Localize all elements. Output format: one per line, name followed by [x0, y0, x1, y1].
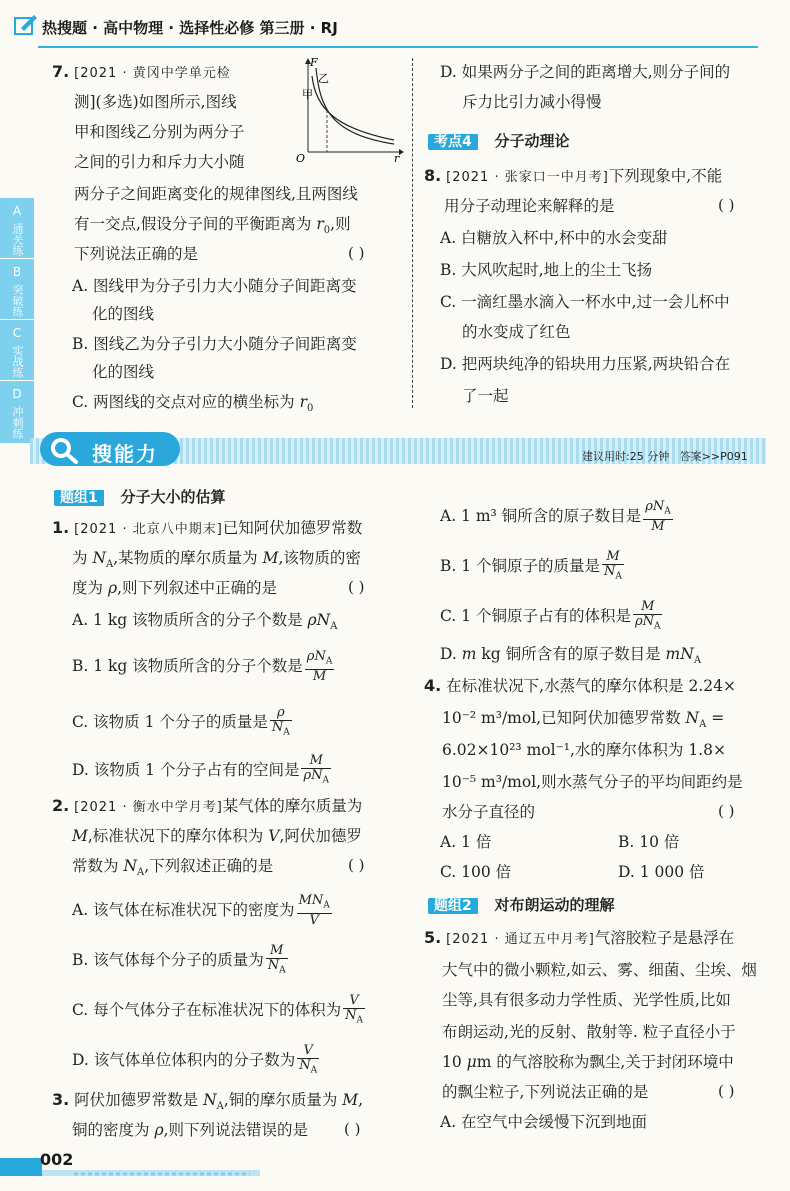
header — [0, 0, 790, 44]
q3-option-d[interactable]: D. m kg 铜所含有的原子数目是 $mN_A$ — [440, 645, 702, 667]
graph-label-o: O — [296, 152, 306, 162]
q7-option-b-cont: 化的图线 — [92, 363, 155, 381]
q8-option-a[interactable]: A. 白糖放入杯中,杯中的水会变甜 — [440, 229, 668, 247]
q4-line3: 6.02×10²³ mol⁻¹,水的摩尔体积为 1.8× — [442, 741, 726, 759]
force-distance-graph — [294, 58, 404, 162]
edit-icon — [14, 14, 38, 36]
q1-line2: 为 $N_A$,某物质的摩尔质量为 M,该物质的密 — [72, 549, 361, 571]
group-2-heading — [428, 894, 615, 915]
kaodian-label: 考点4 — [428, 134, 478, 150]
q2-option-b[interactable]: B. 该气体每个分子的质量为 $\frac{M}{N_A}$ — [72, 943, 286, 976]
q5-line1: 5. [2021 · 通辽五中月考]气溶胶粒子是悬浮在 — [424, 928, 735, 947]
q5-line5: 10 μm 的气溶胶称为飘尘,关于封闭环境中 — [442, 1053, 734, 1071]
q1-option-c[interactable]: C. 该物质 1 个分子的质量是 $\frac{\rho}{N_A}$ — [72, 705, 290, 738]
q1-line1: 1. [2021 · 北京八中期末]已知阿伏加德罗常数 — [52, 518, 363, 537]
search-icon — [46, 434, 82, 464]
q5-line3: 尘等,具有很多动力学性质、光学性质,比如 — [442, 991, 731, 1009]
q2-option-d[interactable]: D. 该气体单位体积内的分子数为 $\frac{V}{N_A}$ — [72, 1043, 318, 1076]
q2-option-a[interactable]: A. 该气体在标准状况下的密度为 $\frac{MN_A}{V}$ — [72, 893, 330, 928]
graph-label-f: F — [310, 58, 318, 69]
q7-line6: 有一交点,假设分子间的平衡距离为 $r_0$,则 — [74, 215, 351, 237]
section-kaodian-4 — [428, 130, 570, 151]
q8-option-c-cont: 的水变成了红色 — [462, 323, 571, 341]
q2-option-c[interactable]: C. 每个气体分子在标准状况下的体积为 $\frac{V}{N_A}$ — [72, 993, 364, 1026]
section-meta: 建议用时:25 分钟 答案>>P091 — [582, 450, 748, 463]
q5-line4: 布朗运动,光的反射、散射等. 粒子直径小于 — [442, 1023, 736, 1041]
q8-answer-blank[interactable]: ( ) — [718, 196, 735, 214]
header-divider — [38, 46, 758, 48]
q2-line3: 常数为 $N_A$,下列叙述正确的是 — [72, 857, 274, 879]
q4-option-b[interactable]: B. 10 倍 — [618, 833, 680, 851]
q7-option-a-cont: 化的图线 — [92, 305, 155, 323]
q2-answer-blank[interactable]: ( ) — [348, 856, 365, 874]
q3-option-b[interactable]: B. 1 个铜原子的质量是 $\frac{M}{N_A}$ — [440, 549, 622, 582]
q1-option-b[interactable]: B. 1 kg 该物质所含的分子个数是 $\frac{\rho N_A}{M}$ — [72, 649, 333, 684]
column-divider — [412, 58, 413, 408]
q7-option-d[interactable]: D. 如果两分子之间的距离增大,则分子间的 — [440, 63, 731, 81]
sidebar-item-c[interactable]: C 实战练 — [0, 320, 34, 381]
page-number: 002 — [40, 1150, 74, 1169]
q2-line1: 2. [2021 · 衡水中学月考]某气体的摩尔质量为 — [52, 796, 363, 815]
q8-line2: 用分子动理论来解释的是 — [444, 197, 615, 215]
sidebar-item-b[interactable]: B 突破练 — [0, 259, 34, 320]
q3-answer-blank[interactable]: ( ) — [344, 1120, 361, 1138]
q3-line1: 3. 阿伏加德罗常数是 $N_A$,铜的摩尔质量为 M, — [52, 1090, 364, 1113]
graph-label-jia: 甲 — [302, 88, 313, 101]
q7-line4: 之间的引力和斥力大小随 — [74, 153, 245, 171]
q3-option-a[interactable]: A. 1 m³ 铜所含的原子数目是 $\frac{\rho N_A}{M}$ — [440, 499, 671, 534]
q7-option-b[interactable]: B. 图线乙为分子引力大小随分子间距离变 — [72, 335, 357, 353]
q3-line2: 铜的密度为 ρ,则下列说法错误的是 — [72, 1121, 308, 1139]
group-label: 题组2 — [428, 898, 478, 914]
q8-option-c[interactable]: C. 一滴红墨水滴入一杯水中,过一会儿杯中 — [440, 293, 730, 311]
q7-answer-blank[interactable]: ( ) — [348, 244, 365, 262]
footer-stripes — [0, 1152, 260, 1180]
q2-line2: M,标准状况下的摩尔体积为 V,阿伏加德罗 — [72, 827, 362, 845]
graph-label-r: r — [394, 152, 400, 162]
q5-answer-blank[interactable]: ( ) — [718, 1082, 735, 1100]
group-label: 题组1 — [54, 490, 104, 506]
group-title: 分子大小的估算 — [120, 488, 226, 506]
q8-option-b[interactable]: B. 大风吹起时,地上的尘土飞扬 — [440, 261, 653, 279]
q4-answer-blank[interactable]: ( ) — [718, 802, 735, 820]
group-title: 对布朗运动的理解 — [494, 896, 615, 914]
header-title: 热搜题 · 高中物理 · 选择性必修 第三册 · RJ — [42, 19, 338, 37]
answer-link[interactable]: 答案>>P091 — [679, 450, 748, 463]
q7-line1: 7. [2021 · 黄冈中学单元检 — [52, 62, 231, 81]
q8-option-d-cont: 了一起 — [462, 387, 509, 405]
q4-line4: 10⁻⁵ m³/mol,则水蒸气分子的平均间距约是 — [442, 773, 743, 791]
q5-option-a[interactable]: A. 在空气中会缓慢下沉到地面 — [440, 1113, 648, 1131]
q7-line3: 甲和图线乙分别为两分子 — [74, 123, 245, 141]
q4-line2: 10⁻² m³/mol,已知阿伏加德罗常数 $N_A$ = — [442, 709, 725, 731]
q8-option-d[interactable]: D. 把两块纯净的铅块用力压紧,两块铅合在 — [440, 355, 731, 373]
q7-option-c[interactable]: C. 两图线的交点对应的横坐标为 $r_0$ — [72, 393, 314, 415]
q1-option-a[interactable]: A. 1 kg 该物质所含的分子个数是 $\rho N_A$ — [72, 611, 338, 633]
graph-label-yi: 乙 — [318, 72, 329, 85]
q4-option-d[interactable]: D. 1 000 倍 — [618, 863, 705, 881]
group-1-heading — [54, 486, 226, 507]
q1-option-d[interactable]: D. 该物质 1 个分子占有的空间是 $\frac{M}{\rho N_A}$ — [72, 753, 329, 786]
q4-option-a[interactable]: A. 1 倍 — [440, 833, 492, 851]
q7-option-a[interactable]: A. 图线甲为分子引力大小随分子间距离变 — [72, 277, 357, 295]
q5-line2: 大气中的微小颗粒,如云、雾、细菌、尘埃、烟 — [442, 961, 757, 979]
sidebar-item-d[interactable]: D 冲刺练 — [0, 381, 34, 444]
q4-option-c[interactable]: C. 100 倍 — [440, 863, 512, 881]
q5-line6: 的飘尘粒子,下列说法正确的是 — [442, 1083, 649, 1101]
q4-line1: 4. 在标准状况下,水蒸气的摩尔体积是 2.24× — [424, 676, 737, 695]
kaodian-title: 分子动理论 — [494, 132, 570, 150]
q1-answer-blank[interactable]: ( ) — [348, 578, 365, 596]
q7-line5: 两分子之间距离变化的规律图线,且两图线 — [74, 185, 358, 203]
q4-line5: 水分子直径的 — [442, 803, 536, 821]
q8-line1: 8. [2021 · 张家口一中月考]下列现象中,不能 — [424, 166, 723, 185]
q3-option-c[interactable]: C. 1 个铜原子占有的体积是 $\frac{M}{\rho N_A}$ — [440, 599, 661, 632]
q1-line3: 度为 ρ,则下列叙述中正确的是 — [72, 579, 277, 597]
q7-line2: 测](多选)如图所示,图线 — [74, 93, 237, 111]
sidebar-item-a[interactable]: A 通关练 — [0, 198, 34, 259]
q7-option-d-cont: 斥力比引力减小得慢 — [462, 93, 602, 111]
section-title: 搜能力 — [92, 442, 158, 466]
q7-line7: 下列说法正确的是 — [74, 245, 199, 263]
